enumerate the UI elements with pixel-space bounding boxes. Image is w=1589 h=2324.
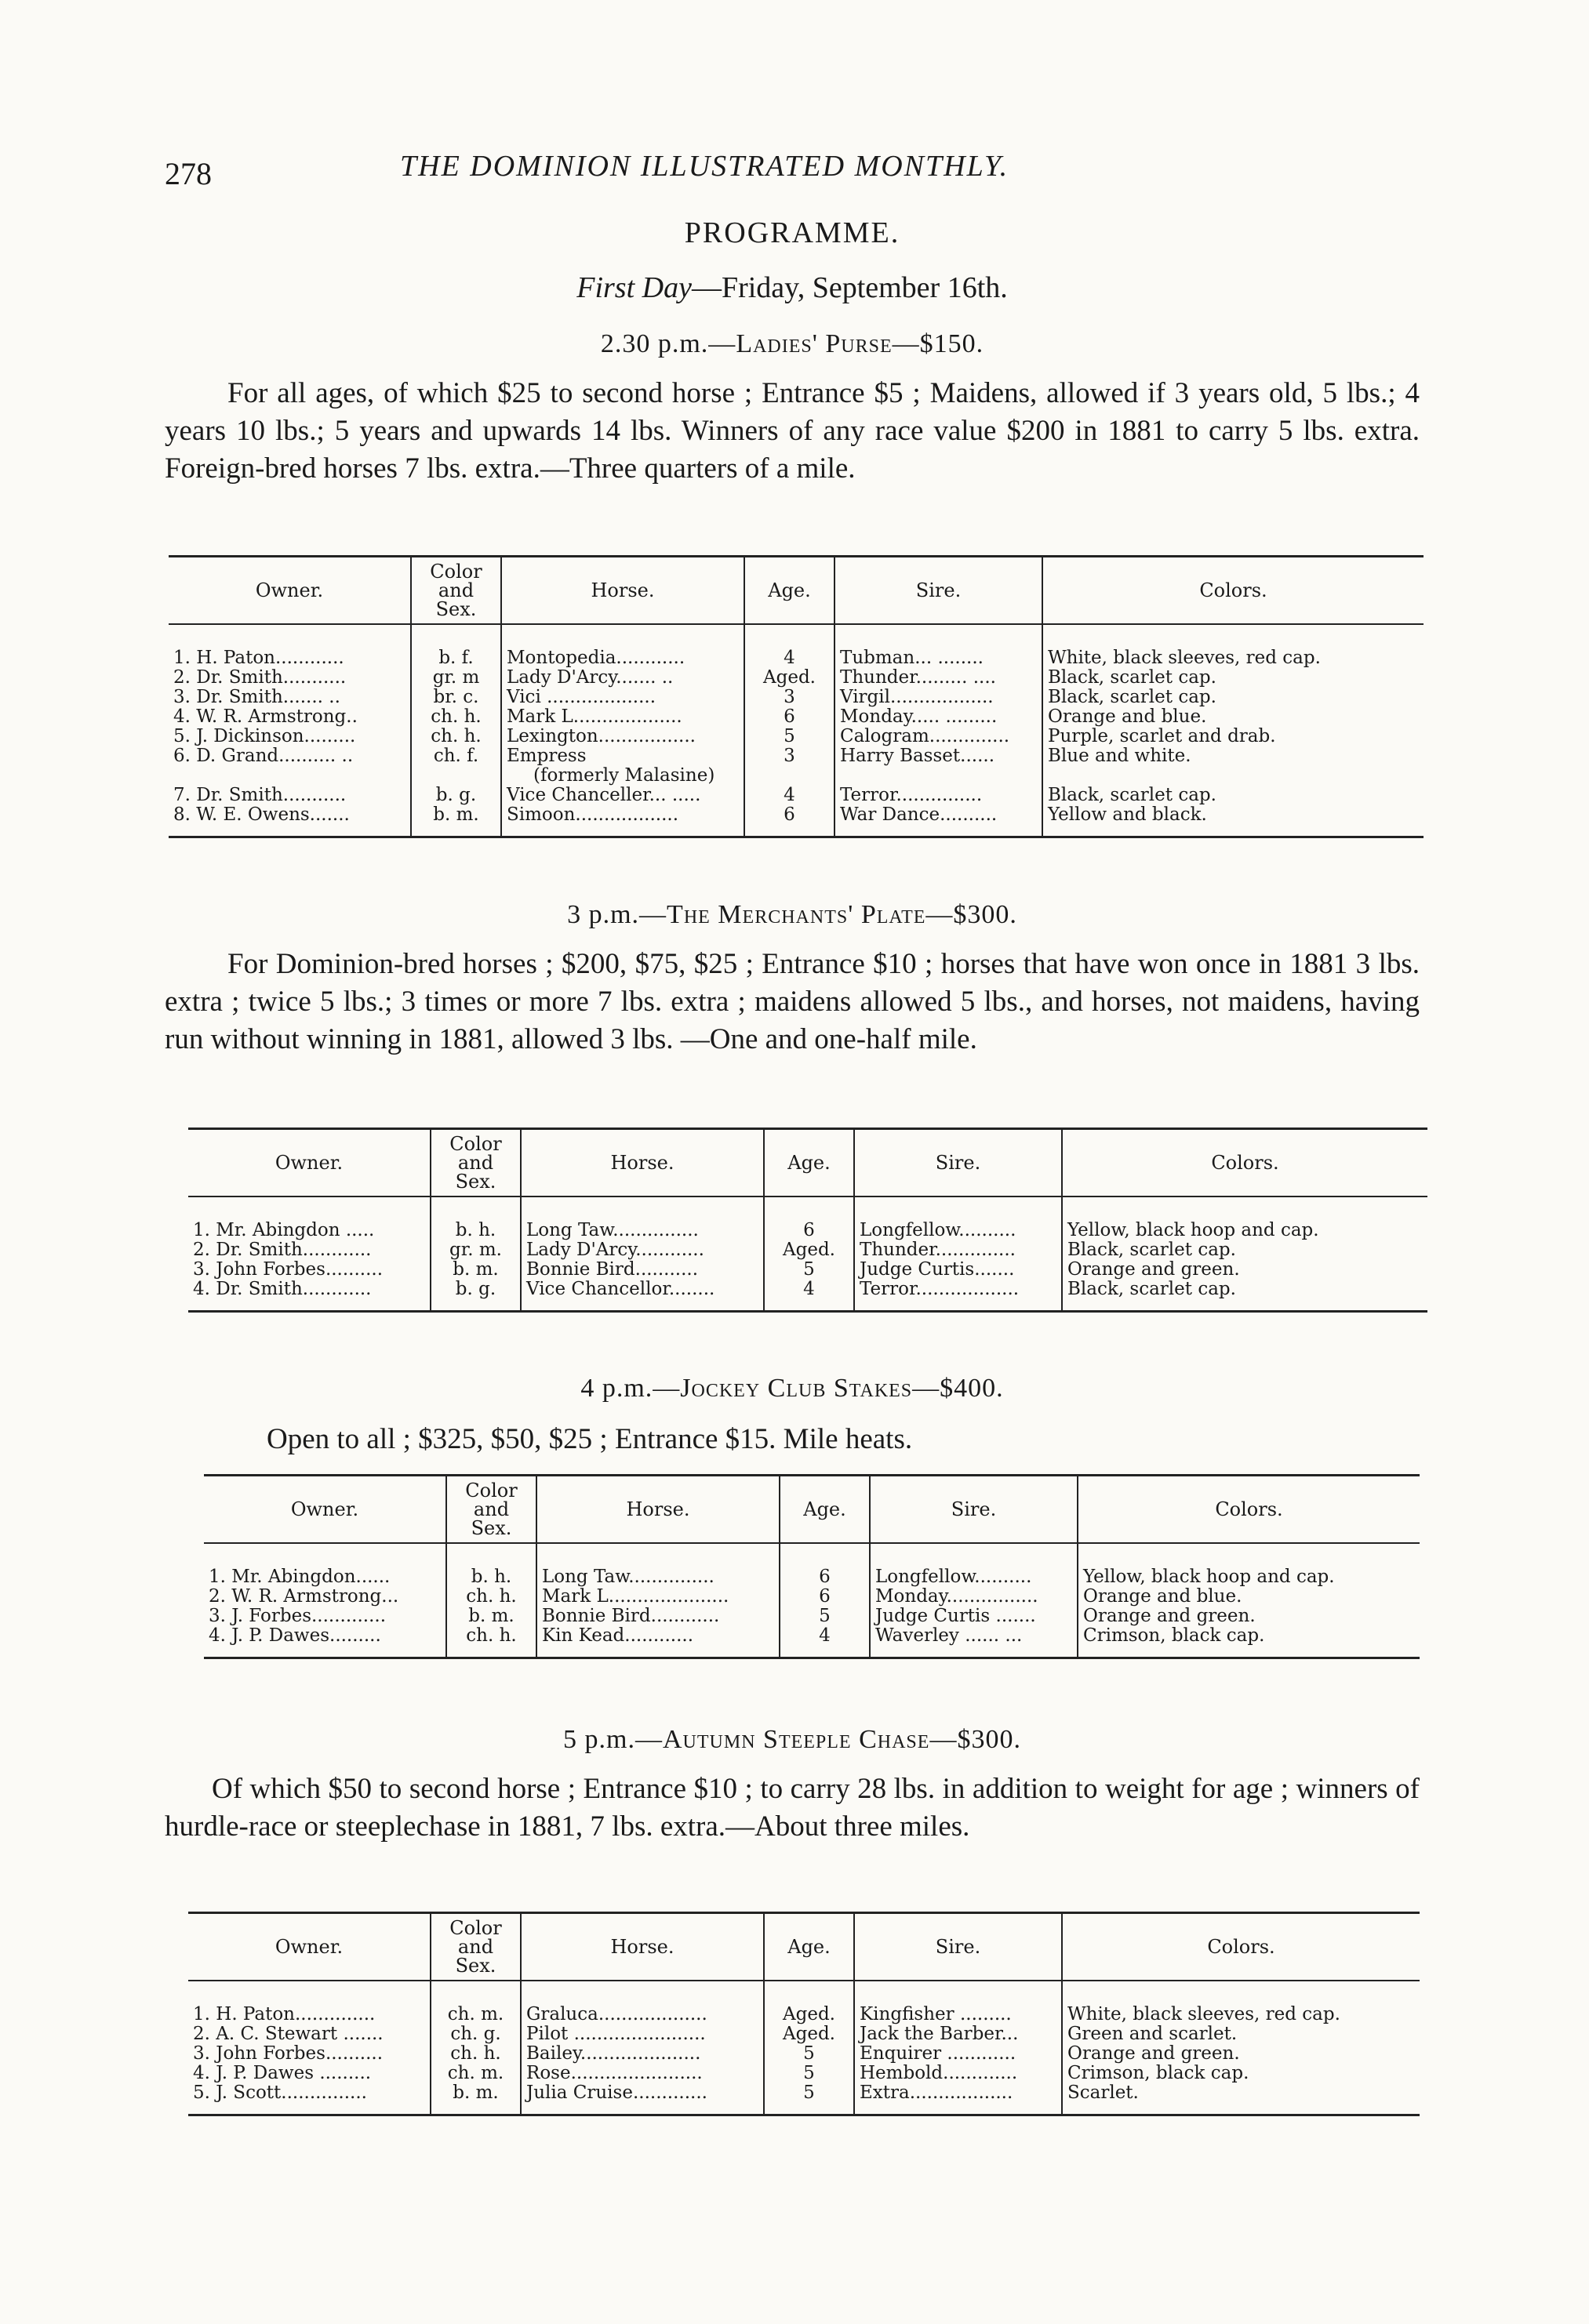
race-table (188, 1128, 1427, 1313)
col-owner: Owner. (188, 1914, 431, 1981)
table-row: 3. Dr. Smith....... .. br. c. Vici ................... 3 Virgil.................. Black, scarlet cap. (169, 688, 1424, 707)
race-name: The Merchants' Plate (667, 900, 926, 929)
col-sire: Sire. (870, 1476, 1078, 1543)
race-time: 2.30 p.m.— (600, 329, 736, 358)
table-row: 4. W. R. Armstrong.. ch. h. Mark L................... 6 Monday..... ......... Orange and blue. (169, 707, 1424, 727)
programme-heading: PROGRAMME. (684, 216, 900, 249)
table-row: 5. J. Dickinson......... ch. h. Lexington................. 5 Calogram.............. Purple, scarlet and drab. (169, 727, 1424, 746)
col-sire: Sire. (854, 1130, 1062, 1196)
table-row: 2. W. R. Armstrong... ch. h. Mark L..................... 6 Monday................ Orange and blue. (204, 1587, 1420, 1607)
col-colors: Colors. (1062, 1130, 1427, 1196)
race-table (204, 1474, 1420, 1659)
race-prize: —$300. (929, 1725, 1021, 1754)
col-colors: Colors. (1042, 557, 1424, 624)
table-row: 6. D. Grand.......... .. ch. f. Empress 3 Harry Basset...... Blue and white. (169, 746, 1424, 766)
col-age: Age. (764, 1914, 854, 1981)
col-owner: Owner. (204, 1476, 446, 1543)
race-time: 4 p.m.— (580, 1374, 681, 1403)
race-description: For Dominion-bred horses ; $200, $75, $25 ; Entrance $10 ; horses that have won once in 1881 3 lbs. extra ; twice 5 lbs.; 3 times or more 7 lbs. extra ; maidens allowed 5 lbs., and horses, not maidens, having run without winning in 1881, allowed 3 lbs. —One and one-half mile. (165, 948, 1420, 1055)
race-name: Autumn Steeple Chase (662, 1725, 930, 1754)
col-horse: Horse. (521, 1914, 764, 1981)
race-name: Jockey Club Stakes (680, 1374, 913, 1403)
col-color-sex: Color and Sex. (446, 1476, 536, 1543)
table-row: 1. H. Paton.............. ch. m. Graluca................... Aged. Kingfisher ......... White, black sleeves, red cap. (188, 1981, 1420, 2024)
race-table (169, 555, 1424, 838)
table-row: 8. W. E. Owens....... b. m. Simoon.................. 6 War Dance.......... Yellow and black. (169, 805, 1424, 836)
race-time: 5 p.m.— (563, 1725, 663, 1754)
col-horse: Horse. (521, 1130, 764, 1196)
running-title: THE DOMINION ILLUSTRATED MONTHLY. (400, 150, 1009, 183)
table-row: 3. John Forbes.......... b. m. Bonnie Bird........... 5 Judge Curtis....... Orange and green. (188, 1260, 1427, 1280)
col-age: Age. (764, 1130, 854, 1196)
day-date: —Friday, September 16th. (691, 271, 1008, 304)
table-row: 5. J. Scott............... b. m. Julia Cruise............. 5 Extra.................. Scarlet. (188, 2083, 1420, 2114)
table-row: (formerly Malasine) (169, 766, 1424, 786)
table-row: 2. Dr. Smith........... gr. m Lady D'Arcy....... .. Aged. Thunder......... .... Black, scarlet cap. (169, 668, 1424, 688)
col-sire: Sire. (854, 1914, 1062, 1981)
race-prize: —$150. (892, 329, 984, 358)
table-row: 3. John Forbes.......... ch. h. Bailey..................... 5 Enquirer ............ Orange and green. (188, 2044, 1420, 2064)
table-row: 4. Dr. Smith............ b. g. Vice Chancellor........ 4 Terror.................. Black, scarlet cap. (188, 1280, 1427, 1310)
table-row: 7. Dr. Smith........... b. g. Vice Chanceller... ..... 4 Terror............... Black, scarlet cap. (169, 786, 1424, 805)
race-description: For all ages, of which $25 to second horse ; Entrance $5 ; Maidens, allowed if 3 years old, 5 lbs.; 4 years 10 lbs.; 5 years and upwards 14 lbs. Winners of any race value $200 in 1881 to carry 5 lbs. extra. Foreign-bred horses 7 lbs. extra.—Three quarters of a mile. (165, 377, 1420, 485)
col-color-sex: Color and Sex. (431, 1130, 521, 1196)
col-color-sex: Color and Sex. (411, 557, 501, 624)
table-row: 3. J. Forbes............. b. m. Bonnie Bird............ 5 Judge Curtis ....... Orange and green. (204, 1607, 1420, 1626)
col-owner: Owner. (188, 1130, 431, 1196)
col-age: Age. (780, 1476, 870, 1543)
col-colors: Colors. (1078, 1476, 1420, 1543)
race-name: Ladies' Purse (736, 329, 893, 358)
table-row: 1. Mr. Abingdon...... b. h. Long Taw............... 6 Longfellow.......... Yellow, black hoop and cap. (204, 1543, 1420, 1587)
race-title (165, 329, 1420, 359)
col-sire: Sire. (834, 557, 1042, 624)
col-owner: Owner. (169, 557, 411, 624)
table-row: 1. Mr. Abingdon ..... b. h. Long Taw............... 6 Longfellow.......... Yellow, black hoop and cap. (188, 1196, 1427, 1240)
col-color-sex: Color and Sex. (431, 1914, 521, 1981)
race-prize: —$300. (925, 900, 1017, 929)
day-name: First Day (576, 271, 692, 304)
race-title (165, 1725, 1420, 1755)
race-prize: —$400. (912, 1374, 1004, 1403)
page-header (165, 149, 1420, 196)
day-heading (165, 271, 1420, 305)
col-colors: Colors. (1062, 1914, 1420, 1981)
table-row: 4. J. P. Dawes ......... ch. m. Rose....................... 5 Hembold............. Crimson, black cap. (188, 2064, 1420, 2083)
table-row: 1. H. Paton............ b. f. Montopedia............ 4 Tubman... ........ White, black sleeves, red cap. (169, 624, 1424, 668)
table-row: 2. A. C. Stewart ....... ch. g. Pilot ....................... Aged. Jack the Barber... Green and scarlet. (188, 2024, 1420, 2044)
race-title (165, 1374, 1420, 1403)
race-table (188, 1912, 1420, 2116)
race-time: 3 p.m.— (567, 900, 667, 929)
race-description: Open to all ; $325, $50, $25 ; Entrance $15. Mile heats. (267, 1423, 913, 1455)
race-title (165, 900, 1420, 930)
page-number: 278 (165, 156, 212, 191)
col-age: Age. (744, 557, 834, 624)
col-horse: Horse. (536, 1476, 780, 1543)
table-row: 4. J. P. Dawes......... ch. h. Kin Kead............ 4 Waverley ...... ... Crimson, black cap. (204, 1626, 1420, 1657)
col-horse: Horse. (501, 557, 744, 624)
race-description: Of which $50 to second horse ; Entrance $10 ; to carry 28 lbs. in addition to weight for age ; winners of hurdle-race or steeplechase in 1881, 7 lbs. extra.—About three miles. (165, 1773, 1420, 1843)
table-row: 2. Dr. Smith............ gr. m. Lady D'Arcy............ Aged. Thunder.............. Black, scarlet cap. (188, 1240, 1427, 1260)
